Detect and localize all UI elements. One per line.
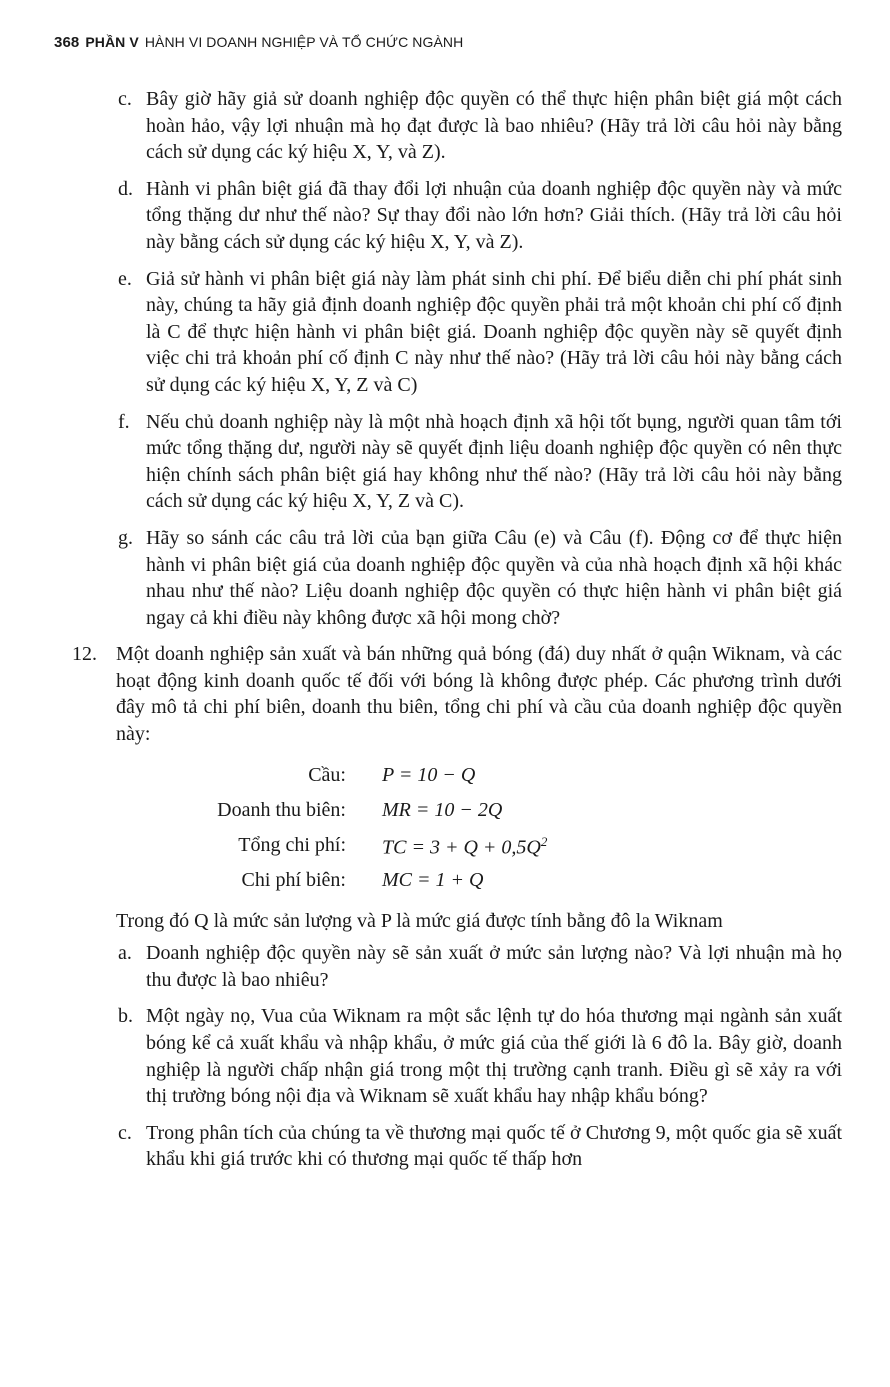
item-label: d. bbox=[118, 177, 133, 200]
item-text: Hãy so sánh các câu trả lời của bạn giữa Câu (e) và Câu (f). Động cơ để thực hiện hành vi phân biệt giá của doanh nghiệp độc quyền và của nhà hoạch định xã hội khác nhau như thế nào? Liệu doanh nghiệp độc quyền có thực hiện hành vi phân biệt giá ngay cả khi điều này không được xã hội mong chờ? bbox=[146, 526, 842, 629]
item-label: g. bbox=[118, 526, 133, 549]
question-12a bbox=[72, 940, 842, 993]
question-text: Một doanh nghiệp sản xuất và bán những quả bóng (đá) duy nhất ở quận Wiknam, và các hoạt động kinh doanh quốc tế đối với bóng là không được phép. Các phương trình dưới đây mô tả chi phí biên, doanh thu biên, tổng chi phí và cầu của doanh nghiệp độc quyền này: bbox=[116, 643, 842, 746]
equation-formula: MR = 10 − 2Q bbox=[382, 798, 503, 821]
equation-label: Doanh thu biên: bbox=[217, 798, 346, 821]
part-title: HÀNH VI DOANH NGHIỆP VÀ TỔ CHỨC NGÀNH bbox=[144, 34, 464, 50]
formula-main: TC = 3 + Q + 0,5Q bbox=[382, 836, 541, 859]
question-12c bbox=[72, 1120, 842, 1173]
question-number: 12. bbox=[72, 643, 97, 666]
question-12 bbox=[72, 641, 842, 747]
item-text: Hành vi phân biệt giá đã thay đổi lợi nhuận của doanh nghiệp độc quyền này và mức tổng thặng dư như thế nào? Sự thay đổi nào lớn hơn? Giải thích. (Hãy trả lời câu hỏi này bằng cách sử dụng các ký hiệu X, Y, và Z). bbox=[146, 177, 842, 253]
equation-table bbox=[192, 758, 547, 898]
question-12b bbox=[72, 1003, 842, 1109]
question-11g bbox=[72, 525, 842, 631]
equation-row bbox=[192, 793, 547, 828]
variables-note: Trong đó Q là mức sản lượng và P là mức giá được tính bằng đô la Wiknam bbox=[116, 909, 723, 932]
page-body bbox=[72, 86, 842, 1183]
equation-formula bbox=[382, 828, 547, 863]
item-text: Doanh nghiệp độc quyền này sẽ sản xuất ở mức sản lượng nào? Và lợi nhuận mà họ thu được là bao nhiêu? bbox=[146, 942, 842, 991]
running-header bbox=[54, 34, 463, 51]
question-11e bbox=[72, 266, 842, 399]
item-text: Một ngày nọ, Vua của Wiknam ra một sắc lệnh tự do hóa thương mại ngành sản xuất bóng kể cả xuất khẩu và nhập khẩu, ở mức giá của thế giới là 6 đô la. Bây giờ, doanh nghiệp là người chấp nhận giá trong một thị trường cạnh tranh. Điều gì sẽ xảy ra với thị trường bóng nội địa và Wiknam sẽ xuất khẩu hay nhập khẩu bóng? bbox=[146, 1005, 842, 1108]
equation-formula: P = 10 − Q bbox=[382, 763, 476, 786]
question-11d bbox=[72, 176, 842, 256]
item-text: Nếu chủ doanh nghiệp này là một nhà hoạch định xã hội tốt bụng, người quan tâm tới mức tổng thặng dư, người này sẽ quyết định liệu doanh nghiệp độc quyền có nên thực hiện chính sách phân biệt giá hay không như thế nào? (Hãy trả lời câu hỏi này bằng cách sử dụng các ký hiệu X, Y, Z và C). bbox=[146, 410, 842, 513]
equation-label: Chi phí biên: bbox=[241, 868, 346, 891]
equation-label: Cầu: bbox=[308, 763, 346, 786]
formula-exponent: 2 bbox=[540, 834, 548, 850]
equation-row bbox=[192, 863, 547, 898]
page-number: 368 bbox=[54, 34, 80, 51]
item-label: c. bbox=[118, 1121, 132, 1144]
item-label: c. bbox=[118, 88, 132, 110]
item-text: Bây giờ hãy giả sử doanh nghiệp độc quyền có thể thực hiện phân biệt giá một cách hoàn hảo, vậy lợi nhuận mà họ đạt được là bao nhiêu? (Hãy trả lời câu hỏi này bằng cách sử dụng các ký hiệu X, Y, và Z). bbox=[146, 88, 842, 164]
item-text: Giả sử hành vi phân biệt giá này làm phát sinh chi phí. Để biểu diễn chi phí phát sinh này, chúng ta hãy giả định doanh nghiệp độc quyền phải trả một khoản chi phí cố định là C để thực hiện hành vi phân biệt giá. Doanh nghiệp độc quyền này sẽ quyết định việc chi trả khoản phí cố định C này như thế nào? (Hãy trả lời câu hỏi này bằng cách sử dụng các ký hiệu X, Y, Z và C) bbox=[146, 267, 842, 396]
item-label: e. bbox=[118, 267, 132, 290]
item-label: f. bbox=[118, 410, 130, 433]
item-label: b. bbox=[118, 1005, 133, 1028]
part-label: PHẦN V bbox=[85, 34, 139, 50]
equation-label: Tổng chi phí: bbox=[238, 833, 346, 856]
question-11f bbox=[72, 409, 842, 515]
equation-row bbox=[192, 758, 547, 793]
equation-row bbox=[192, 828, 547, 863]
equation-formula: MC = 1 + Q bbox=[382, 868, 484, 891]
item-label: a. bbox=[118, 942, 132, 965]
item-text: Trong phân tích của chúng ta về thương mại quốc tế ở Chương 9, một quốc gia sẽ xuất khẩu khi giá trước khi có thương mại quốc tế thấp hơn bbox=[146, 1121, 842, 1171]
question-11c bbox=[72, 86, 842, 166]
